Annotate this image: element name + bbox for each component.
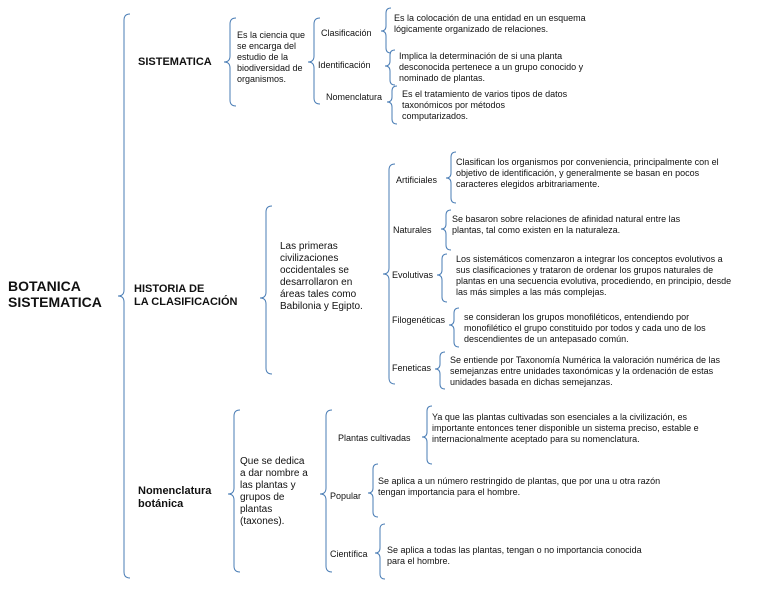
item-label-plantas-cultivadas: Plantas cultivadas [338,433,411,443]
section-title-sistematica: SISTEMATICA [138,56,212,68]
section-title-historia: HISTORIA DE LA CLASIFICACIÓN [134,283,238,308]
section-definition-historia: Las primeras civilizaciones occidentales se desarrollaron en áreas tales como Babilonia y Egipto. [280,241,363,312]
section-title-nomenclatura: Nomenclatura botánica [138,485,212,510]
root-bracket [118,14,130,578]
popular-text-bracket [368,464,378,517]
item-label-artificiales: Artificiales [396,175,438,185]
nomenclatura-def-bracket [228,410,240,572]
item-text-clasificacion: Es la colocación de una entidad en un esquema lógicamente organizado de relaciones. [394,13,586,34]
sistematica-def-bracket [224,18,236,106]
item-label-evolutivas: Evolutivas [392,270,434,280]
item-label-filogeneticas: Filogenéticas [392,315,446,325]
item-label-identificacion: Identificación [318,60,371,70]
item-text-evolutivas: Los sistemáticos comenzaron a integrar los conceptos evolutivos a sus clasificaciones y trataron de ordenar los grupos naturales de plantas en una secuencia evolutiva, procediendo, en principio, desde las más simples a las más complejas. [456,254,732,297]
cientifica-text-bracket [375,524,385,579]
section-definition-sistematica: Es la ciencia que se encarga del estudio de la biodiversidad de organismos. [237,30,306,84]
item-text-nomenclatura: Es el tratamiento de varios tipos de datos taxonómicos por métodos computarizados. [402,89,568,121]
evolutivas-text-bracket [437,254,447,302]
item-text-feneticas: Se entiende por Taxonomía Numérica la valoración numérica de las semejanzas entre unidades taxonómicas y la ordenación de estas unidades basada en dichas semejanzas. [450,355,720,387]
naturales-text-bracket [441,210,451,250]
item-text-artificiales: Clasifican los organismos por conveniencia, principalmente con el objetivo de identificación, y generalmente se basan en pocos caracteres elegidos arbitrariamente. [456,157,719,189]
item-text-plantas-cultivadas: Ya que las plantas cultivadas son esenciales a la civilización, es importante entonces tener disponible un sistema preciso, estable e internacionalmente aceptado para su nomenclatura. [432,412,699,444]
filogeneticas-text-bracket [449,308,459,347]
item-label-clasificacion: Clasificación [321,28,372,38]
feneticas-text-bracket [435,352,445,389]
section-definition-nomenclatura: Que se dedica a dar nombre a las plantas y grupos de plantas (taxones). [240,456,308,527]
identificacion-text-bracket [385,50,395,85]
historia-def-bracket [260,206,272,374]
item-text-popular: Se aplica a un número restringido de plantas, que por una u otra razón tengan importancia para el hombre. [378,476,661,497]
item-label-feneticas: Feneticas [392,363,432,373]
item-label-cientifica: Científica [330,549,368,559]
item-text-identificacion: Implica la determinación de si una planta desconocida pertenece a un grupo conocido y nominado de plantas. [399,51,584,83]
item-label-popular: Popular [330,491,362,501]
nomenclatura-text-bracket [387,86,397,124]
item-label-naturales: Naturales [393,225,432,235]
item-text-naturales: Se basaron sobre relaciones de afinidad natural entre las plantas, tal como existen en la naturaleza. [452,214,681,235]
item-text-filogeneticas: se consideran los grupos monofiléticos, entendiendo por monofilético el grupo constituido por todos y cada uno de los descendientes de un antepasado común. [464,312,706,344]
cultivadas-text-bracket [422,406,432,464]
artificiales-text-bracket [446,152,456,203]
item-text-cientifica: Se aplica a todas las plantas, tengan o no importancia conocida para el hombre. [387,545,642,566]
clasificacion-text-bracket [381,8,391,53]
item-label-nomenclatura: Nomenclatura [326,92,383,102]
root-title: BOTANICA SISTEMATICA [8,278,102,310]
